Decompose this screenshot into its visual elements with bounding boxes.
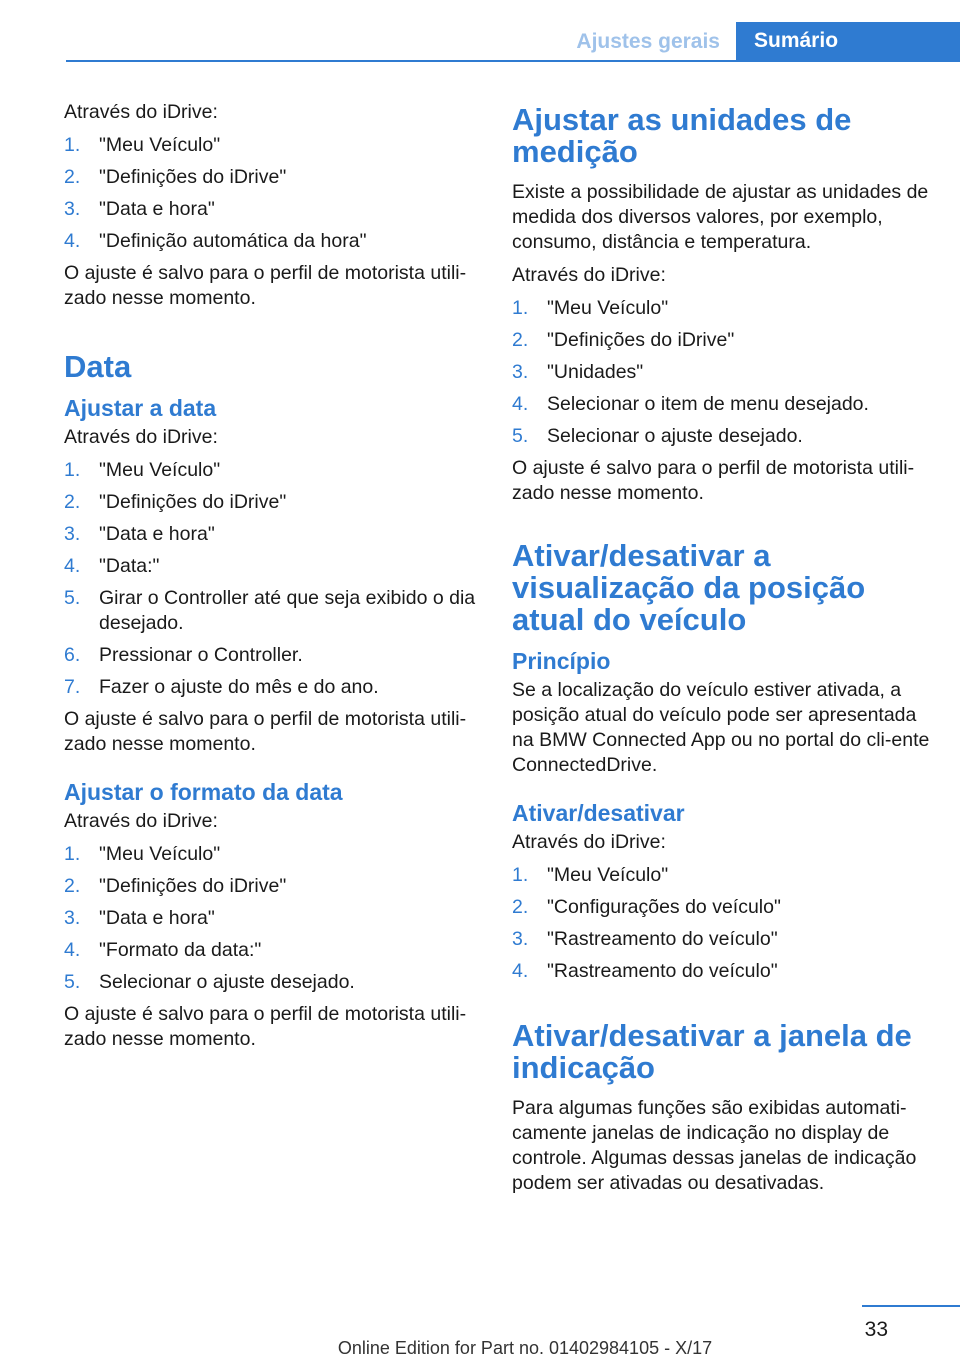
intro-steps <box>64 133 482 254</box>
list-item: 1. "Meu Veículo" <box>512 297 669 319</box>
list-item: 3. "Rastreamento do veículo" <box>512 928 778 950</box>
list-item: 3. "Data e hora" <box>64 907 215 929</box>
sec1-steps <box>64 458 482 700</box>
units-label: Através do iDrive: <box>512 264 666 286</box>
units-steps <box>512 296 932 449</box>
left-column <box>64 100 482 1060</box>
list-item: 2. "Definições do iDrive" <box>64 491 287 513</box>
list-item: 4. "Definição automática da hora" <box>64 230 367 252</box>
list-item: 1. "Meu Veículo" <box>64 134 221 156</box>
section-title-formato-data: Ajustar o formato da data <box>64 779 343 805</box>
list-item: 1. "Meu Veículo" <box>64 843 221 865</box>
chapter-title-posicao: Ativar/desativar a visualização da posição atual do veículo <box>512 538 866 637</box>
list-item: 4. "Formato da data:" <box>64 939 262 961</box>
list-item: 5. Selecionar o ajuste desejado. <box>64 971 355 993</box>
footer-rule <box>862 1305 960 1307</box>
list-item: 6. Pressionar o Controller. <box>64 644 303 666</box>
list-item: 2. "Configurações do veículo" <box>512 896 781 918</box>
list-item: 3. "Data e hora" <box>64 523 215 545</box>
list-item: 7. Fazer o ajuste do mês e do ano. <box>64 676 379 698</box>
position-label: Através do iDrive: <box>512 831 666 853</box>
right-column <box>512 100 932 1204</box>
list-item: 4. "Data:" <box>64 555 160 577</box>
sec1-note: O ajuste é salvo para o perfil de motorista utili‐zado nesse momento. <box>64 708 467 755</box>
units-note: O ajuste é salvo para o perfil de motorista utili‐zado nesse momento. <box>512 457 915 504</box>
sec2-note: O ajuste é salvo para o perfil de motorista utili‐zado nesse momento. <box>64 1003 467 1050</box>
list-item: 2. "Definições do iDrive" <box>64 166 287 188</box>
units-description: Existe a possibilidade de ajustar as unidades de medida dos diversos valores, por exemplo, consumo, distância e temperatura. <box>512 181 929 253</box>
sec1-label: Através do iDrive: <box>64 426 218 448</box>
list-item: 4. "Rastreamento do veículo" <box>512 960 778 982</box>
list-item: 5. Selecionar o ajuste desejado. <box>512 425 803 447</box>
section-title-ativar-desativar: Ativar/desativar <box>512 800 685 826</box>
list-item: 4. Selecionar o item de menu desejado. <box>512 393 869 415</box>
sec2-label: Através do iDrive: <box>64 810 218 832</box>
list-item: 2. "Definições do iDrive" <box>64 875 287 897</box>
sec2-steps <box>64 842 482 995</box>
chapter-title-unidades: Ajustar as unidades de medição <box>512 102 852 169</box>
page-number: 33 <box>864 1318 888 1341</box>
list-item: 3. "Unidades" <box>512 361 644 383</box>
list-item: 1. "Meu Veículo" <box>512 864 669 886</box>
list-item: 3. "Data e hora" <box>64 198 215 220</box>
section-title-ajustar-data: Ajustar a data <box>64 395 217 421</box>
chapter-title-data: Data <box>64 349 132 384</box>
position-steps <box>512 863 932 984</box>
edition-footer: Online Edition for Part no. 01402984105 - X/17 <box>337 1338 713 1358</box>
window-text: Para algumas funções são exibidas automati‐camente janelas de indicação no display de controle. Algumas dessas janelas de indicação podem ser ativadas ou desativadas. <box>512 1097 917 1194</box>
principle-text: Se a localização do veículo estiver ativada, a posição atual do veículo pode ser apresentada na BMW Connected App ou no portal do cli‐ente ConnectedDrive. <box>512 679 930 776</box>
breadcrumb-link-ajustes-gerais[interactable]: Ajustes gerais <box>576 30 720 53</box>
chapter-title-janela: Ativar/desativar a janela de indicação <box>512 1018 912 1085</box>
section-title-principio: Princípio <box>512 648 611 674</box>
intro-label: Através do iDrive: <box>64 101 218 123</box>
list-item: 5. Girar o Controller até que seja exibido o dia desejado. <box>64 587 476 634</box>
page-header <box>66 22 960 62</box>
list-item: 1. "Meu Veículo" <box>64 459 221 481</box>
intro-note: O ajuste é salvo para o perfil de motorista utili‐zado nesse momento. <box>64 262 467 309</box>
list-item: 2. "Definições do iDrive" <box>512 329 735 351</box>
contents-tab[interactable]: Sumário <box>736 22 960 60</box>
